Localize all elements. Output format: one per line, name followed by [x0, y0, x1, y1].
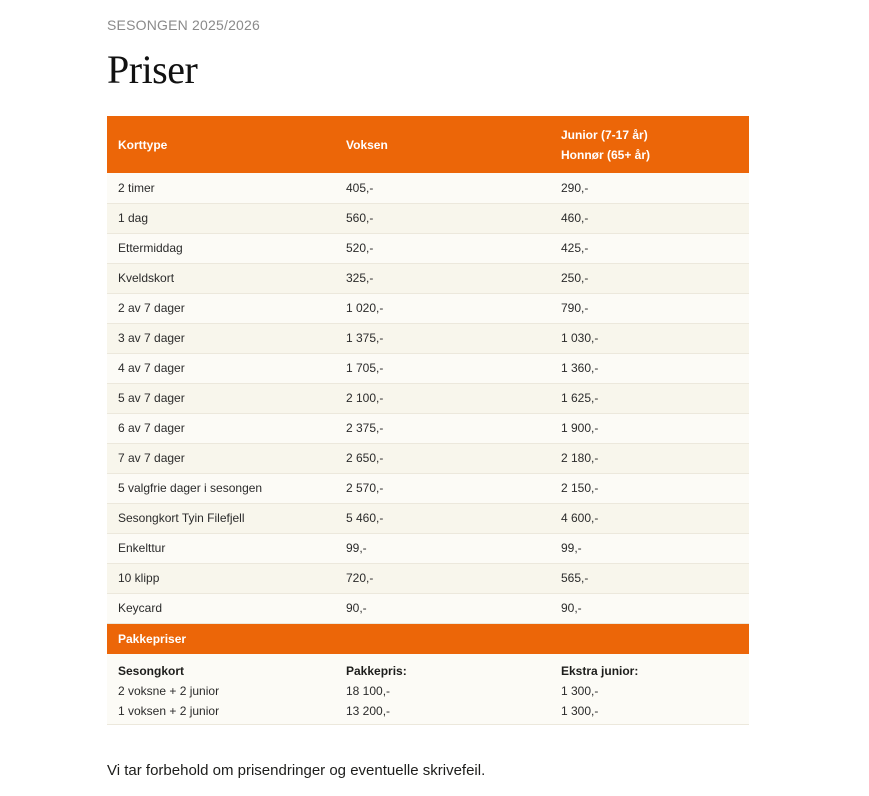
package-type-value: 2 voksne + 2 junior	[118, 684, 220, 698]
junior-price-cell: 2 180,-	[561, 451, 599, 465]
adult-price-cell: 2 375,-	[346, 421, 384, 435]
adult-price-cell: 99,-	[346, 541, 367, 555]
table-row	[107, 383, 749, 413]
header-junior: Junior (7-17 år)	[561, 127, 648, 142]
package-extra-value: 1 300,-	[561, 704, 599, 718]
package-price-value: 18 100,-	[346, 684, 391, 698]
adult-price-cell: 1 020,-	[346, 301, 384, 315]
package-col1-label: Sesongkort	[118, 664, 185, 678]
adult-price-cell: 5 460,-	[346, 511, 384, 525]
card-type-cell: Enkelttur	[118, 541, 166, 555]
table-row	[107, 203, 749, 233]
price-table	[107, 116, 749, 725]
package-col3-label: Ekstra junior:	[561, 664, 639, 678]
junior-price-cell: 250,-	[561, 271, 589, 285]
table-row	[107, 443, 749, 473]
season-label: SESONGEN 2025/2026	[107, 17, 261, 33]
card-type-cell: 3 av 7 dager	[118, 331, 185, 345]
adult-price-cell: 90,-	[346, 601, 367, 615]
card-type-cell: 6 av 7 dager	[118, 421, 185, 435]
junior-price-cell: 1 900,-	[561, 421, 599, 435]
disclaimer-text: Vi tar forbehold om prisendringer og eventuelle skrivefeil.	[107, 762, 486, 779]
adult-price-cell: 520,-	[346, 241, 374, 255]
junior-price-cell: 99,-	[561, 541, 582, 555]
card-type-cell: 2 av 7 dager	[118, 301, 185, 315]
package-header-row	[107, 623, 749, 654]
package-extra-value: 1 300,-	[561, 684, 599, 698]
junior-price-cell: 1 360,-	[561, 361, 599, 375]
junior-price-cell: 90,-	[561, 601, 582, 615]
card-type-cell: Sesongkort Tyin Filefjell	[118, 511, 245, 525]
table-row	[107, 593, 749, 623]
table-row	[107, 533, 749, 563]
adult-price-cell: 560,-	[346, 211, 374, 225]
table-row	[107, 503, 749, 533]
table-row	[107, 293, 749, 323]
page-title: Priser	[107, 47, 198, 92]
junior-price-cell: 565,-	[561, 571, 589, 585]
adult-price-cell: 405,-	[346, 180, 374, 195]
package-type-value: 1 voksen + 2 junior	[118, 704, 220, 718]
card-type-cell: 5 av 7 dager	[118, 391, 185, 405]
junior-price-cell: 460,-	[561, 211, 589, 225]
adult-price-cell: 720,-	[346, 571, 374, 585]
header-senior: Honnør (65+ år)	[561, 147, 651, 162]
table-row	[107, 353, 749, 383]
table-header-row	[107, 116, 749, 173]
card-type-cell: Keycard	[118, 601, 163, 615]
junior-price-cell: 290,-	[561, 180, 589, 195]
junior-price-cell: 1 030,-	[561, 331, 599, 345]
junior-price-cell: 2 150,-	[561, 481, 599, 495]
table-row	[107, 233, 749, 263]
package-price-value: 13 200,-	[346, 704, 391, 718]
adult-price-cell: 1 705,-	[346, 361, 384, 375]
adult-price-cell: 1 375,-	[346, 331, 384, 345]
package-col2-label: Pakkepris:	[346, 664, 407, 678]
table-row	[107, 323, 749, 353]
card-type-cell: Kveldskort	[118, 271, 175, 285]
card-type-cell: 5 valgfrie dager i sesongen	[118, 481, 263, 495]
card-type-cell: Ettermiddag	[118, 241, 183, 255]
junior-price-cell: 790,-	[561, 301, 589, 315]
header-adult: Voksen	[346, 137, 388, 152]
package-header: Pakkepriser	[118, 631, 187, 646]
table-row	[107, 413, 749, 443]
junior-price-cell: 4 600,-	[561, 511, 599, 525]
junior-price-cell: 1 625,-	[561, 391, 599, 405]
package-type-cell	[107, 654, 335, 724]
card-type-cell: 10 klipp	[118, 571, 160, 585]
card-type-cell: 7 av 7 dager	[118, 451, 185, 465]
card-type-cell: 2 timer	[118, 180, 155, 195]
table-row	[107, 173, 749, 203]
table-row	[107, 263, 749, 293]
package-price-cell	[335, 654, 550, 724]
table-row	[107, 563, 749, 593]
card-type-cell: 4 av 7 dager	[118, 361, 185, 375]
adult-price-cell: 325,-	[346, 271, 374, 285]
package-row	[107, 654, 749, 724]
header-junior-senior	[550, 116, 749, 173]
header-card-type: Korttype	[118, 137, 168, 152]
junior-price-cell: 425,-	[561, 241, 589, 255]
card-type-cell: 1 dag	[118, 211, 149, 225]
table-row	[107, 473, 749, 503]
adult-price-cell: 2 570,-	[346, 481, 384, 495]
adult-price-cell: 2 650,-	[346, 451, 384, 465]
package-extra-cell	[550, 654, 749, 724]
adult-price-cell: 2 100,-	[346, 391, 384, 405]
